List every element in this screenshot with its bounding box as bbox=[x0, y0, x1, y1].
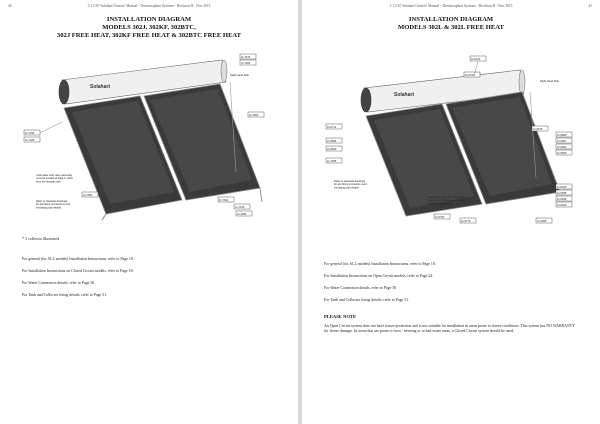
svg-text:11-6762: 11-6762 bbox=[435, 215, 445, 219]
tank-brand: Solahart bbox=[394, 92, 415, 98]
right-title-line-2: MODELS 302L & 302L FREE HEAT bbox=[398, 24, 504, 31]
please-note-text: An Open Circuit system does not have freeze protection and is not suitable for installation in areas prone to freeze conditions. This system has NO WARRANTY for freeze damage. In areas that are prone to frost / freezing or to bad water areas, a Closed Circuit system should be used. bbox=[324, 324, 575, 333]
right-running-head bbox=[310, 4, 592, 8]
left-title-line-2: MODELS 302J, 302KF, 302BTC, bbox=[102, 24, 196, 31]
left-installation-diagram bbox=[22, 52, 276, 222]
right-installation-diagram bbox=[324, 54, 578, 224]
left-running-title: 5.1.1/S7 Solahart Owners' Manual - Thermosiphon Systems - Revision H - Nov 2015 bbox=[87, 4, 211, 8]
svg-text:11-7054: 11-7054 bbox=[83, 193, 93, 197]
view-note: Right Hand Side bbox=[540, 80, 559, 83]
bottom-callouts bbox=[434, 214, 552, 223]
tank-brand: Solahart bbox=[90, 84, 111, 90]
callout-left-2: 11-7025 bbox=[25, 138, 35, 142]
callout-rt-1: 11-7672 bbox=[241, 55, 251, 59]
right-page bbox=[302, 0, 600, 424]
callout-right-mid: 11-7603 bbox=[249, 113, 259, 117]
right-paragraph-3: For Water Connection details, refer to Page 50. bbox=[324, 286, 398, 290]
left-paragraph-1: For general (for ALL models) Installation Instructions, refer to Page 10. bbox=[22, 257, 134, 261]
right-title-line-1: INSTALLATION DIAGRAM bbox=[408, 16, 494, 23]
svg-text:11-6760: 11-6760 bbox=[465, 73, 475, 77]
left-page-title bbox=[0, 16, 298, 40]
svg-text:11-6629: 11-6629 bbox=[557, 203, 567, 207]
right-paragraph-2: For Installation Instructions on Open Circuit models, refer to Page 24. bbox=[324, 274, 434, 278]
svg-text:11-6646: 11-6646 bbox=[557, 197, 567, 201]
svg-text:11-4096: 11-4096 bbox=[237, 212, 247, 216]
svg-text:11-6072: 11-6072 bbox=[471, 57, 481, 61]
left-paragraph-3: For Water Connection details, refer to Page 50. bbox=[22, 281, 96, 285]
left-running-head bbox=[8, 4, 290, 8]
right-paragraph-1: For general (for ALL models) Installation Instructions, refer to Page 10. bbox=[324, 262, 436, 266]
pump-note: Refer to separate drawings for plumbing connections and insulating pipe details. bbox=[36, 200, 70, 210]
left-page-number: 44 bbox=[8, 4, 12, 8]
svg-text:11-7616: 11-7616 bbox=[235, 205, 245, 209]
view-note: Right Hand Side bbox=[230, 74, 249, 77]
left-callouts bbox=[24, 122, 62, 142]
callout-rt-2: 11-7661 bbox=[241, 61, 251, 65]
svg-text:11-6616: 11-6616 bbox=[557, 185, 567, 189]
left-caption: * 3 collector illustrated bbox=[22, 236, 59, 241]
right-paragraph-4: For Tank and Collector fixing details, refer to Page 51. bbox=[324, 298, 410, 302]
svg-text:11-6655: 11-6655 bbox=[557, 191, 567, 195]
right-page-title bbox=[302, 16, 600, 32]
cold-valve-note: Cold water inlet valve assembly must be located at least 1 metre from the storage tank. bbox=[36, 174, 73, 184]
right-top-callouts bbox=[230, 54, 264, 117]
svg-text:11-6678: 11-6678 bbox=[533, 127, 543, 131]
right-diagram-svg bbox=[324, 54, 578, 224]
diagram-notes bbox=[36, 173, 74, 209]
left-callouts bbox=[326, 124, 342, 163]
left-page bbox=[0, 0, 298, 424]
svg-text:11-4096: 11-4096 bbox=[537, 219, 547, 223]
left-title-line-3: 302J FREE HEAT, 302KF FREE HEAT & 302BTC FREE HEAT bbox=[56, 32, 242, 39]
please-note-title: PLEASE NOTE bbox=[324, 314, 357, 319]
left-title-line-1: INSTALLATION DIAGRAM bbox=[106, 16, 192, 23]
right-running-title: 5.1.1/S7 Solahart Owners' Manual - Thermosiphon Systems - Revision H - Nov 2015 bbox=[389, 4, 513, 8]
svg-text:11-6810: 11-6810 bbox=[327, 147, 337, 151]
callout-left-1: 11-7034 bbox=[25, 131, 35, 135]
svg-text:11-6827: 11-6827 bbox=[557, 139, 567, 143]
svg-text:11-6602: 11-6602 bbox=[557, 145, 567, 149]
bottom-right-callouts bbox=[556, 184, 572, 207]
svg-text:11-6711: 11-6711 bbox=[327, 125, 337, 129]
right-page-number: 45 bbox=[588, 4, 592, 8]
left-diagram-svg bbox=[22, 52, 276, 222]
svg-text:11-6773: 11-6773 bbox=[461, 219, 471, 223]
cold-valve-note: Cold water inlet valve assembly must be located at least 1 metre from the storage tank. bbox=[428, 196, 465, 206]
svg-text:11-6604: 11-6604 bbox=[327, 139, 337, 143]
left-paragraph-4: For Tank and Collector fixing details, refer to Page 51. bbox=[22, 293, 108, 297]
svg-text:11-7065: 11-7065 bbox=[327, 159, 337, 163]
left-paragraph-2: For Installation Instructions on Closed Circuit models, refer to Page 18. bbox=[22, 269, 134, 273]
svg-text:11-6869: 11-6869 bbox=[557, 133, 567, 137]
svg-text:11-7641: 11-7641 bbox=[219, 198, 229, 202]
pump-note: Refer to separate drawings for plumbing connection and insulating pipe details. bbox=[334, 180, 367, 190]
svg-text:11-6659: 11-6659 bbox=[557, 151, 567, 155]
